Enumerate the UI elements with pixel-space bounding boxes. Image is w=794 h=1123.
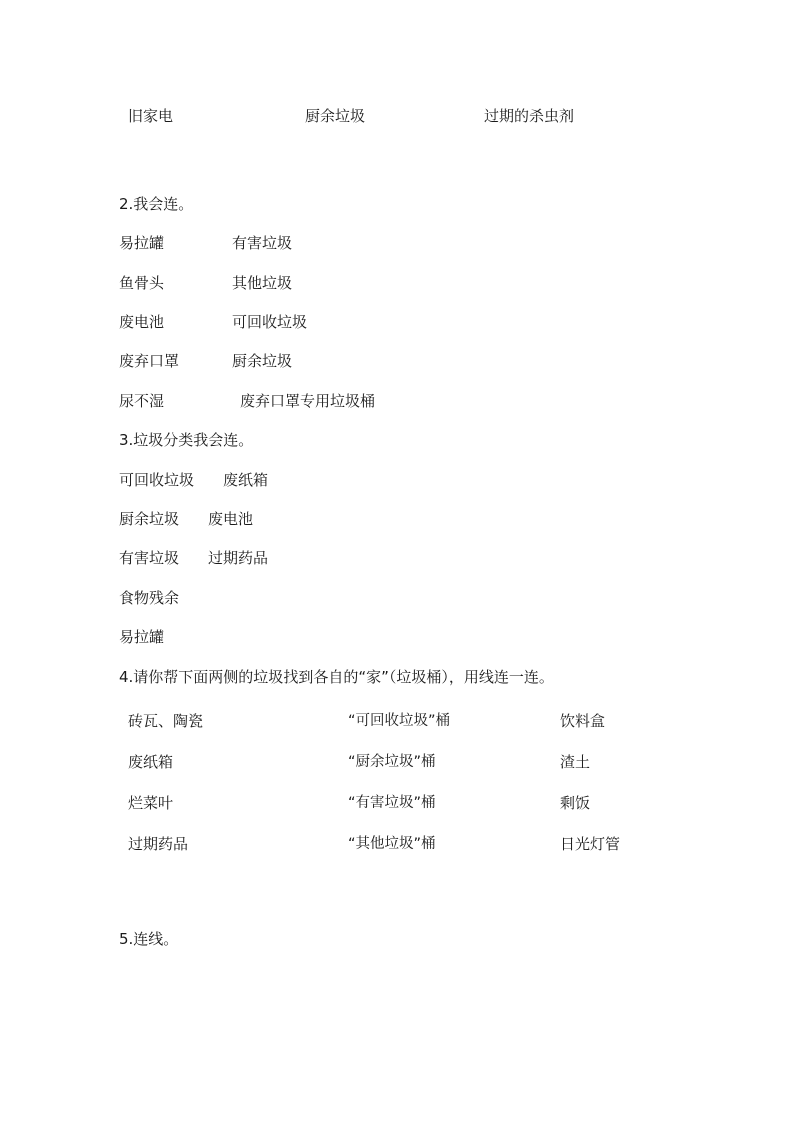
q5-title: 5.连线。 — [119, 930, 179, 948]
q2-right-item: 可回收垃圾 — [232, 313, 308, 331]
item-kitchen-waste: 厨余垃圾 — [305, 107, 366, 125]
q3-title: 3.垃圾分类我会连。 — [119, 431, 254, 449]
q2-left-item: 鱼骨头 — [119, 274, 165, 292]
q4-left-item: 废纸箱 — [128, 753, 174, 771]
q3-right-item: 废电池 — [208, 510, 254, 528]
q2-right-item: 废弃口罩专用垃圾桶 — [240, 392, 376, 410]
q3-left-item: 厨余垃圾 — [119, 510, 180, 528]
item-expired-insecticide: 过期的杀虫剂 — [484, 107, 575, 125]
q4-bin-label: “有害垃圾”桶 — [348, 795, 436, 811]
item-old-appliance: 旧家电 — [128, 107, 174, 125]
q4-bin-label: “其他垃圾”桶 — [348, 836, 436, 852]
q2-title: 2.我会连。 — [119, 195, 194, 213]
q2-right-item: 有害垃圾 — [232, 234, 293, 252]
q4-bin-label: “厨余垃圾”桶 — [348, 754, 436, 770]
q3-left-item: 可回收垃圾 — [119, 471, 195, 489]
q2-left-item: 废弃口罩 — [119, 352, 180, 370]
q3-right-item: 废纸箱 — [223, 471, 269, 489]
q4-left-item: 过期药品 — [128, 835, 189, 853]
q4-right-item: 饮料盒 — [560, 712, 606, 730]
q3-right-item: 过期药品 — [208, 549, 269, 567]
q4-left-item: 烂菜叶 — [128, 794, 174, 812]
q3-left-item: 易拉罐 — [119, 628, 165, 646]
q2-right-item: 厨余垃圾 — [232, 352, 293, 370]
q2-right-item: 其他垃圾 — [232, 274, 293, 292]
q4-right-item: 日光灯管 — [560, 835, 621, 853]
q2-left-item: 尿不湿 — [119, 392, 165, 410]
q4-right-item: 渣土 — [560, 753, 591, 771]
q4-left-item: 砖瓦、陶瓷 — [128, 712, 204, 730]
q4-bin-label: “可回收垃圾”桶 — [348, 713, 451, 729]
q2-left-item: 废电池 — [119, 313, 165, 331]
q2-left-item: 易拉罐 — [119, 234, 165, 252]
q4-right-item: 剩饭 — [560, 794, 591, 812]
q3-left-item: 有害垃圾 — [119, 549, 180, 567]
q4-title: 4.请你帮下面两侧的垃圾找到各自的“家”（垃圾桶），用线连一连。 — [119, 668, 554, 686]
q3-left-item: 食物残余 — [119, 589, 180, 607]
